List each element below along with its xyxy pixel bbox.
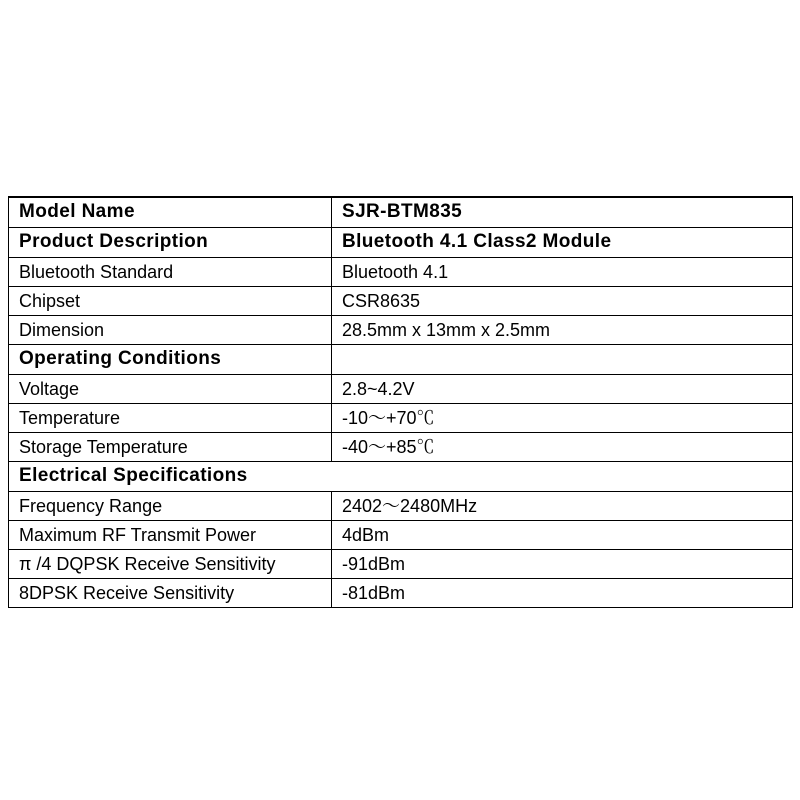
row-label: Temperature [9, 403, 332, 432]
row-value: SJR-BTM835 [332, 197, 793, 227]
row-value: CSR8635 [332, 286, 793, 315]
section-header-row [9, 461, 793, 491]
table-row [9, 315, 793, 344]
table-row [9, 432, 793, 461]
row-value: -81dBm [332, 578, 793, 607]
row-label: Storage Temperature [9, 432, 332, 461]
table-row [9, 520, 793, 549]
table-row [9, 374, 793, 403]
section-label: Electrical Specifications [9, 461, 793, 491]
section-label: Operating Conditions [9, 344, 332, 374]
row-label: Chipset [9, 286, 332, 315]
row-label: π /4 DQPSK Receive Sensitivity [9, 549, 332, 578]
spec-table [8, 196, 793, 608]
row-value: 4dBm [332, 520, 793, 549]
row-label: Bluetooth Standard [9, 257, 332, 286]
row-label: Maximum RF Transmit Power [9, 520, 332, 549]
row-label: 8DPSK Receive Sensitivity [9, 578, 332, 607]
row-label: Model Name [9, 197, 332, 227]
section-header-row [9, 344, 793, 374]
row-value: 2.8~4.2V [332, 374, 793, 403]
table-row [9, 403, 793, 432]
row-value: 28.5mm x 13mm x 2.5mm [332, 315, 793, 344]
row-label: Product Description [9, 227, 332, 257]
row-value: -91dBm [332, 549, 793, 578]
row-value: Bluetooth 4.1 [332, 257, 793, 286]
row-value: 2402～2480MHz [332, 491, 793, 520]
table-row [9, 549, 793, 578]
table-row [9, 257, 793, 286]
table-row [9, 227, 793, 257]
row-label: Voltage [9, 374, 332, 403]
row-label: Dimension [9, 315, 332, 344]
row-value: Bluetooth 4.1 Class2 Module [332, 227, 793, 257]
table-row [9, 286, 793, 315]
table-row [9, 578, 793, 607]
row-value: -40～+85℃ [332, 432, 793, 461]
table-row [9, 491, 793, 520]
table-row [9, 197, 793, 227]
row-value [332, 344, 793, 374]
row-label: Frequency Range [9, 491, 332, 520]
row-value: -10～+70℃ [332, 403, 793, 432]
